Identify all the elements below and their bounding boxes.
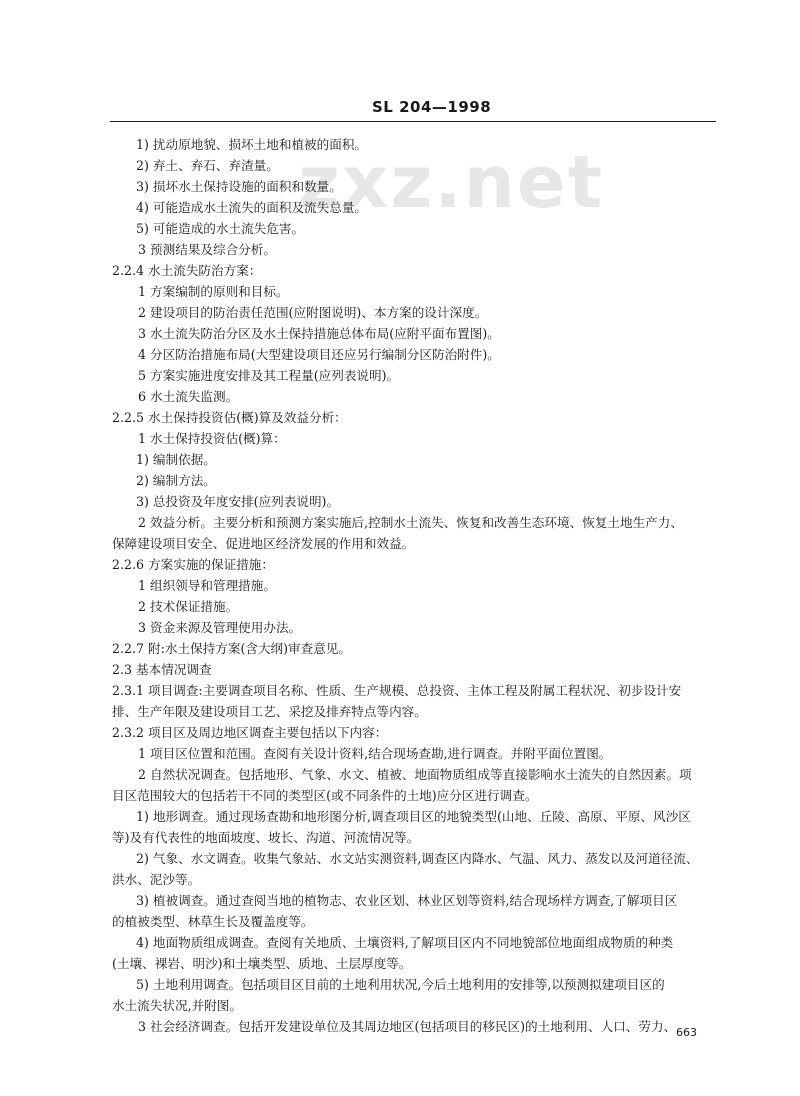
page-number: 663	[676, 1026, 697, 1039]
text-line: 1) 扰动原地貌、损坏土地和植被的面积。	[136, 137, 368, 152]
text-line: 5) 可能造成的水土流失危害。	[136, 221, 305, 236]
text-line: 1 组织领导和管理措施。	[138, 578, 276, 593]
text-line: 6 水土流失监测。	[138, 389, 239, 404]
text-line: 1) 地形调查。通过现场查勘和地形图分析,调查项目区的地貌类型(山地、丘陵、高原、平原、风沙区	[136, 809, 691, 824]
text-line: 3 资金来源及管理使用办法。	[138, 620, 302, 635]
text-line: 2) 编制方法。	[136, 473, 216, 488]
text-line: 2 自然状况调查。包括地形、气象、水文、植被、地面物质组成等直接影响水土流失的自然因素。项	[138, 767, 692, 782]
text-line: 2 技术保证措施。	[138, 599, 239, 614]
text-line: 2.2.7 附:水土保持方案(含大纲)审查意见。	[112, 641, 352, 656]
text-line: 3) 总投资及年度安排(应列表说明)。	[136, 494, 340, 509]
text-line: 2.2.4 水土流失防治方案：	[112, 263, 262, 278]
text-line: 3 社会经济调查。包括开发建设单位及其周边地区(包括项目的移民区)的土地利用、人口、劳力、	[138, 1019, 677, 1034]
text-line: 5) 土地利用调查。包括项目区目前的土地利用状况,今后土地利用的安排等,以预测拟建项目区的	[136, 977, 665, 992]
text-line: 2.2.6 方案实施的保证措施：	[112, 557, 274, 572]
text-line: 2) 气象、水文调查。收集气象站、水文站实测资料,调查区内降水、气温、风力、蒸发以及河道径流、	[136, 851, 699, 866]
text-line: 2.3.2 项目区及周边地区调查主要包括以下内容：	[112, 725, 388, 740]
text-line: 2.3 基本情况调查	[112, 662, 212, 677]
text-line: 5 方案实施进度安排及其工程量(应列表说明)。	[138, 368, 400, 383]
text-line: 1) 编制依据。	[136, 452, 216, 467]
text-line: 洪水、泥沙等。	[112, 872, 201, 887]
text-line: 4) 可能造成水土流失的面积及流失总量。	[136, 200, 368, 215]
text-line: 目区范围较大的包括若干不同的类型区(或不同条件的土地)应分区进行调查。	[112, 788, 538, 803]
text-line: 1 方案编制的原则和目标。	[138, 284, 289, 299]
text-line: 1 项目区位置和范围。查阅有关设计资料,结合现场查勘,进行调查。并附平面位置图。	[138, 746, 612, 761]
text-line: 排、生产年限及建设项目工艺、采挖及排弃特点等内容。	[112, 704, 427, 719]
text-line: 3 预测结果及综合分析。	[138, 242, 276, 257]
text-line: 的植被类型、林草生长及覆盖度等。	[112, 914, 314, 929]
text-line: 2.2.5 水土保持投资估(概)算及效益分析：	[112, 410, 347, 425]
text-line: 4 分区防治措施布局(大型建设项目还应另行编制分区防治附件)。	[138, 347, 500, 362]
text-line: 1 水土保持投资估(概)算：	[138, 431, 286, 446]
text-line: 2) 弃土、弃石、弃渣量。	[136, 158, 279, 173]
watermark: zxz.net	[298, 140, 605, 224]
header-rule	[110, 121, 716, 122]
text-line: 水土流失状况,并附图。	[112, 998, 242, 1013]
document-code-header: SL 204—1998	[372, 98, 492, 116]
text-line: 2.3.1 项目调查:主要调查项目名称、性质、生产规模、总投资、主体工程及附属工程状况、初步设计安	[112, 683, 682, 698]
text-line: 2 建设项目的防治责任范围(应附图说明)、本方案的设计深度。	[138, 305, 488, 320]
text-line: 3) 植被调查。通过查阅当地的植物志、农业区划、林业区划等资料,结合现场样方调查,了解项目区	[136, 893, 678, 908]
text-line: 3 水土流失防治分区及水土保持措施总体布局(应附平面布置图)。	[138, 326, 500, 341]
text-line: 2 效益分析。主要分析和预测方案实施后,控制水土流失、恢复和改善生态环境、恢复土地生产力、	[138, 515, 683, 530]
text-line: 保障建设项目安全、促进地区经济发展的作用和效益。	[112, 536, 415, 551]
text-line: 4) 地面物质组成调查。查阅有关地质、土壤资料,了解项目区内不同地貌部位地面组成物质的种类	[136, 935, 674, 950]
text-line: (土壤、裸岩、明沙)和土壤类型、质地、土层厚度等。	[112, 956, 412, 971]
document-body	[112, 134, 722, 1037]
text-line: 3) 损坏水土保持设施的面积和数量。	[136, 179, 342, 194]
text-line: 等)及有代表性的地面坡度、坡长、沟道、河流情况等。	[112, 830, 420, 845]
